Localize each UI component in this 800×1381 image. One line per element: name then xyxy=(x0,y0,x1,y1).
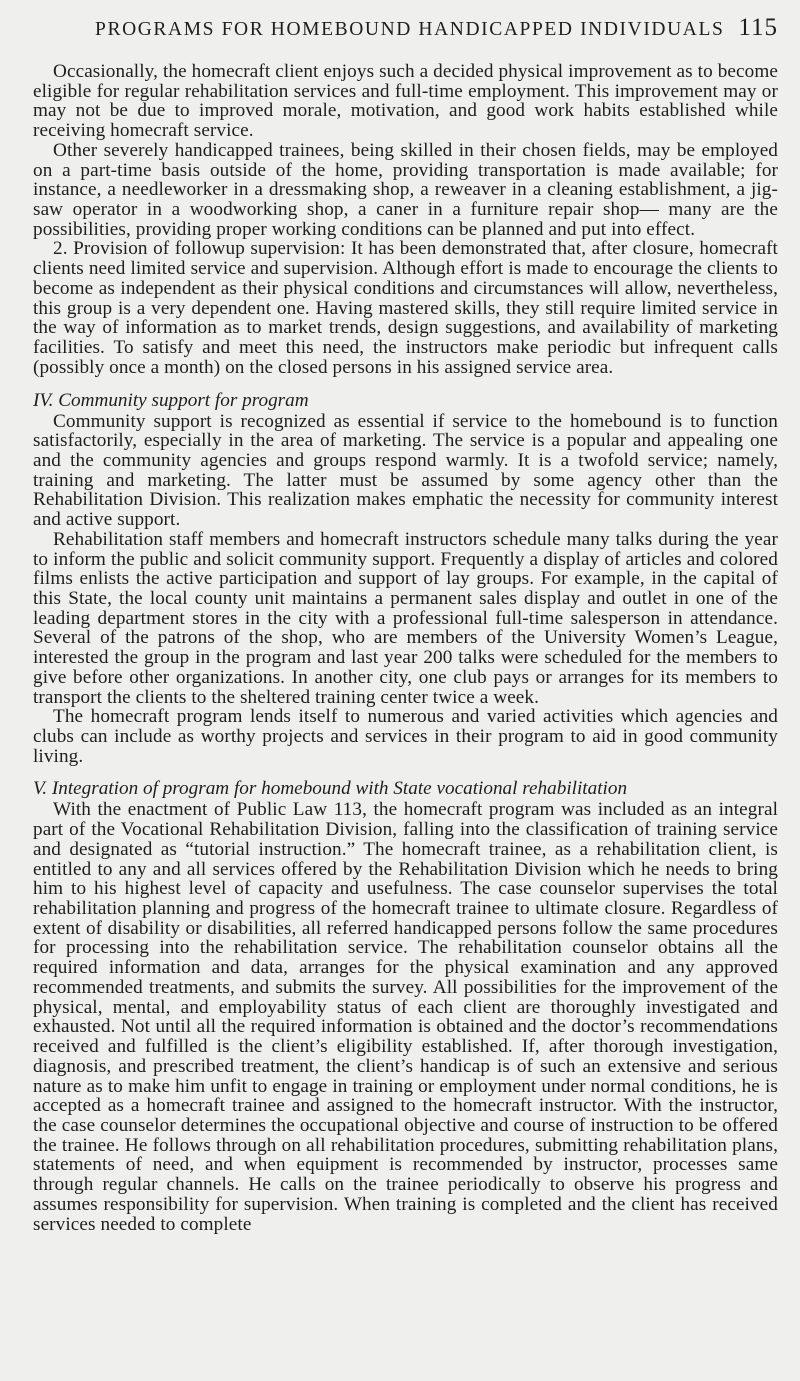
running-header-title: PROGRAMS FOR HOMEBOUND HANDICAPPED INDIVIDUALS xyxy=(95,19,725,40)
running-header xyxy=(33,14,778,42)
section-heading-integration: V. Integration of program for homebound with State vocational rehabilitation xyxy=(33,778,628,800)
paragraph-community-support: Community support is recognized as essential if service to the homebound is to function satisfactorily, especially in the area of marketing. The service is a popular and appealing one and the community agencies and groups respond warmly. It is a twofold service; namely, training and marketing. The latter must be assumed by some agency other than the Rehabilitation Division. This realization makes emphatic the necessity for community interest and active support. xyxy=(33,410,778,531)
page-number: 115 xyxy=(738,14,778,41)
paragraph-part-time-employment: Other severely handicapped trainees, being skilled in their chosen fields, may be employed on a part-time basis outside of the home, providing transportation is made available; for instance, a needleworker in a dressmaking shop, a reweaver in a cleaning establishment, a jig-saw operator in a woodworking shop, a caner in a furniture repair shop— many are the possibilities, providing proper working conditions can be planned and put into effect. xyxy=(33,139,778,240)
paragraph-staff-talks: Rehabilitation staff members and homecraft instructors schedule many talks during the year to inform the public and solicit community support. Frequently a display of articles and colored films enlists the active participation and support of lay groups. For example, in the capital of this State, the local county unit maintains a permanent sales display and outlet in one of the leading department stores in the city with a professional full-time salesperson in attendance. Several of the patrons of the shop, who are members of the University Women’s League, interested the group in the program and last year 200 talks were scheduled for the members to give before other organizations. In another city, one club pays or arranges for its members to transport the clients to the sheltered training center twice a week. xyxy=(33,528,778,708)
section-heading-community-support: IV. Community support for program xyxy=(33,389,309,411)
paragraph-followup-supervision: 2. Provision of followup supervision: It has been demonstrated that, after closure, homecraft clients need limited service and supervision. Although effort is made to encourage the clients to become as independent as their physical conditions and circumstances will allow, nevertheless, this group is a very dependent one. Having mastered skills, they still require limited service in the way of information as to market trends, design suggestions, and availability of marketing facilities. To satisfy and meet this need, the instructors make periodic but infrequent calls (possibly once a month) on the closed persons in his assigned service area. xyxy=(33,238,778,378)
paragraph-physical-improvement: Occasionally, the homecraft client enjoys such a decided physical improvement as to become eligible for regular rehabilitation services and full-time employment. This improvement may or may not be due to improved morale, motivation, and good work habits established while receiving homecraft service. xyxy=(33,61,778,142)
paragraph-public-law-113: With the enactment of Public Law 113, the homecraft program was included as an integral part of the Vocational Rehabilitation Division, falling into the classification of training service and designated as “tutorial instruction.” The homecraft trainee, as a rehabilitation client, is entitled to any and all services offered by the Rehabilitation Division which he needs to bring him to his highest level of capacity and usefulness. The case counselor supervises the total rehabilitation planning and progress of the homecraft trainee to ultimate closure. Regardless of extent of disability or disabilities, all referred handicapped persons follow the same procedures for processing into the rehabilitation service. The rehabilitation counselor obtains all the required information and data, arranges for the physical examination and any approved recommended treatments, and submits the survey. All possibilities for the improvement of the physical, mental, and employability status of each client are thoroughly investigated and exhausted. Not until all the required information is obtained and the doctor’s recommendations received and fulfilled is the client’s eligibility established. If, after thorough investigation, diagnosis, and prescribed treatment, the client’s handicap is of such an extensive and serious nature as to make him unfit to engage in training or employment under normal conditions, he is accepted as a homecraft trainee and assigned to the homecraft instructor. With the instructor, the case counselor determines the occupational objective and course of instruction to be offered the trainee. He follows through on all rehabilitation procedures, submitting rehabilitation plans, statements of need, and when equipment is recommended by instructor, processes same through regular channels. He calls on the trainee periodically to observe his progress and assumes responsibility for supervision. When training is completed and the client has received services needed to complete xyxy=(33,799,778,1235)
paragraph-varied-activities: The homecraft program lends itself to numerous and varied activities which agencies and clubs can include as worthy projects and services in their program to aid in good community living. xyxy=(33,706,778,767)
